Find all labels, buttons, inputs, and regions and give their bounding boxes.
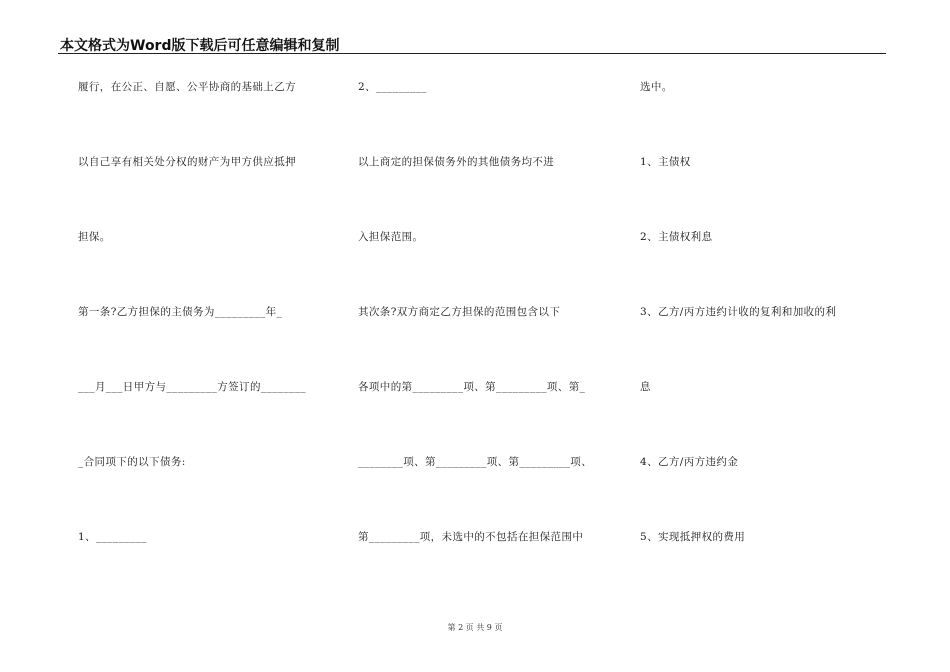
page-number: 第 2 页 共 9 页 xyxy=(447,623,503,632)
text-line: 其次条?双方商定乙方担保的范围包含以下 xyxy=(358,306,561,318)
text-line: 入担保范围。 xyxy=(358,231,424,243)
text-line: _合同项下的以下债务: xyxy=(78,456,186,468)
text-line: ________项、第_________项、第_________项、 xyxy=(358,456,593,468)
text-line: 第一条?乙方担保的主债务为_________年_ xyxy=(78,306,283,318)
text-line: 1、主债权 xyxy=(640,156,691,168)
text-line: 4、乙方/丙方违约金 xyxy=(640,456,739,468)
text-line: 履行，在公正、自愿、公平协商的基础上乙方 xyxy=(78,81,296,93)
text-line: 选中。 xyxy=(640,81,673,93)
text-column-left xyxy=(78,0,338,672)
text-column-middle xyxy=(358,0,618,672)
text-line: 3、乙方/丙方违约计收的复利和加收的利 xyxy=(640,306,837,318)
text-line: 息 xyxy=(640,381,651,393)
text-line: 担保。 xyxy=(78,231,111,243)
text-line: ___月___日甲方与_________方签订的________ xyxy=(78,381,307,393)
document-header-title: 本文格式为Word版下载后可任意编辑和复制 xyxy=(60,38,340,54)
text-line: 以自己享有相关处分权的财产为甲方供应抵押 xyxy=(78,156,296,168)
text-line: 以上商定的担保债务外的其他债务均不进 xyxy=(358,156,555,168)
text-line: 各项中的第_________项、第_________项、第_ xyxy=(358,381,586,393)
text-column-right xyxy=(640,0,890,672)
text-line: 2、_________ xyxy=(358,81,427,93)
text-line: 第_________项，未选中的不包括在担保范围中 xyxy=(358,531,584,543)
text-line: 5、实现抵押权的费用 xyxy=(640,531,746,543)
text-line: 2、主债权利息 xyxy=(640,231,713,243)
text-line: 1、_________ xyxy=(78,531,147,543)
